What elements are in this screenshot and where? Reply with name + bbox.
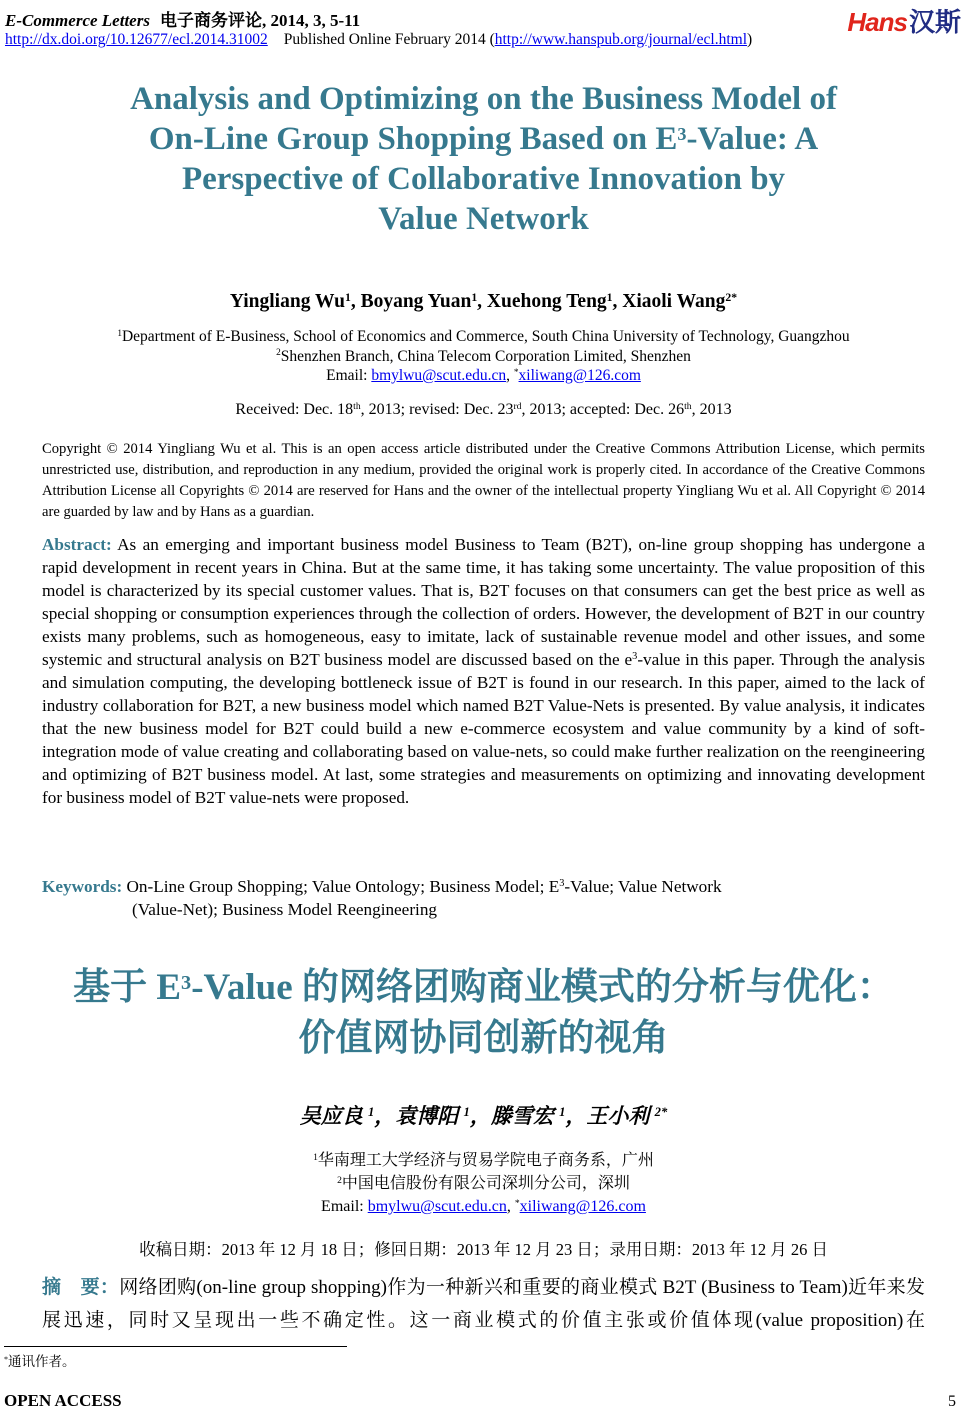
journal-title-en: E-Commerce Letters (5, 11, 150, 30)
email-label: Email: (326, 367, 372, 384)
author-zh-2: ，袁博阳 (374, 1104, 464, 1128)
abstract-text-2: -value in this paper. Through the analysis and simulation computing, the developing bottleneck issue of B2T is found in our research. In this paper, aimed to the lack of industry collaboration for B2T, a new business model which named B2T Value-Nets is presented. By value analysis, it indicates that the new business model for B2T could build a new e-commerce ecosystem and value community by a kind of soft-integration mode of value creating and collaborating based on value-nets, so could make further realization on the reengineering and optimizing of B2T business model. At last, some strategies and measurements on optimizing and innovating development for business model of B2T value-nets were proposed. (42, 650, 925, 807)
authors-en (42, 291, 925, 313)
author-zh-3: ，滕雪宏 (469, 1104, 560, 1128)
affiliation-2 (42, 347, 925, 367)
email-separator: , (506, 367, 514, 384)
abstract-text-1: As an emerging and important business model Business to Team (B2T), on-line group shopping has undergone a rapid development in recent years in China. But at the same time, it has taking some uncertainty. The value proposition of this model is characterized by its special customer values. That is, B2T focuses on that consumers can get the best price as well as special shopping or consumption experiences through the collection of orders. However, the development of B2T in our country exists many problems, such as homogeneous, easy to imitate, lack of sustainable revenue model and other issues, and some systemic and structural analysis on B2T business model are discussed based on the e (42, 535, 925, 669)
title-line-4: Value Network (378, 201, 589, 237)
footnote-asterisk: * (4, 1354, 9, 1364)
affiliation-zh-2 (42, 1172, 925, 1195)
keywords-superscript: 3 (559, 878, 565, 890)
affiliations-en (42, 327, 925, 386)
author-3: , Xuehong Teng (477, 291, 607, 312)
email-zh-link-1[interactable]: bmylwu@scut.edu.cn (367, 1198, 507, 1215)
keywords-text-2: -Value; Value Network (564, 877, 722, 896)
abstract-zh-paragraph (42, 1271, 925, 1339)
affiliation-zh-2-sup: 2 (337, 1174, 342, 1186)
email-line-zh (42, 1195, 925, 1218)
copyright-notice: Copyright © 2014 Yingliang Wu et al. This is an open access article distributed under the Creative Commons Attribution License, which permits unrestricted use, distribution, and reproduction in any medium, provided the original work is properly cited. In accordance of the Creative Commons Attribution License all Copyrights © 2014 are reserved for Hans and the owner of the intellectual property Yingliang Wu et al. All Copyright © 2014 are guarded by law and by Hans as a guardian. (42, 441, 925, 520)
received-dates-zh: 收稿日期：2013 年 12 月 18 日；修回日期：2013 年 12 月 23 日；录用日期：2013 年 12 月 26 日 (139, 1240, 828, 1259)
affiliation-2-text: Shenzhen Branch, China Telecom Corporation Limited, Shenzhen (280, 347, 691, 365)
accepted-year: , 2013 (691, 401, 732, 418)
author-2: , Boyang Yuan (350, 291, 472, 312)
email-zh-2-sup: * (514, 1197, 520, 1209)
affiliation-2-sup: 2 (276, 348, 281, 359)
author-3-sup: 1 (606, 290, 613, 304)
abstract-paragraph (42, 533, 925, 809)
doi-link[interactable]: http://dx.doi.org/10.12677/ecl.2014.31002 (5, 31, 268, 48)
corresponding-author-note (4, 1350, 76, 1370)
authors-zh (42, 1100, 925, 1130)
accepted-sup: th (684, 400, 692, 412)
paper-title-zh (42, 962, 925, 1064)
abstract-zh-text: 网络团购(on-line group shopping)作为一种新兴和重要的商业模式 B2T (Business to Team)近年来发展迅速，同时又呈现出一些不确定性。这一商业模式的价值主张或价值体现(value proposition)在 (42, 1277, 925, 1331)
footnote-text: 通讯作者。 (8, 1354, 76, 1369)
keywords-text-3: (Value-Net); Business Model Reengineering (132, 900, 438, 919)
email-zh-separator: , (506, 1198, 515, 1215)
title-line-2-post: -Value: A (686, 121, 819, 157)
title-line-2-pre: On-Line Group Shopping Based on E (148, 121, 678, 157)
author-zh-2-sup: 1 (463, 1105, 470, 1120)
author-2-sup: 1 (471, 290, 478, 304)
accepted-seg: , 2013; accepted: Dec. 26 (521, 401, 685, 418)
hans-logo-chinese: 汉斯 (908, 8, 961, 37)
email-line (42, 366, 925, 386)
hans-logo-latin: Hans (847, 7, 907, 37)
published-close-paren: ) (747, 31, 753, 48)
keywords-paragraph (42, 875, 925, 921)
author-1-sup: 1 (344, 290, 351, 304)
hans-logo (847, 2, 961, 39)
affiliation-1-text: Department of E-Business, School of Economics and Commerce, South China University of Technology, Guangzhou (121, 328, 850, 345)
paper-title (42, 79, 925, 239)
received-seg: Received: Dec. 18 (235, 401, 354, 418)
open-access-label: OPEN ACCESS (4, 1391, 122, 1410)
author-zh-4-sup: 2* (654, 1105, 668, 1120)
email-2-sup: * (513, 367, 519, 378)
author-zh-4: ，王小利 (565, 1104, 655, 1128)
affiliation-1 (42, 327, 925, 347)
title-zh-line-2: 价值网协同创新的视角 (298, 1018, 669, 1059)
published-text: Published Online February 2014 ( (283, 31, 495, 48)
email-zh-link-2[interactable]: xiliwang@126.com (519, 1198, 646, 1215)
doi-line (5, 31, 752, 49)
revised-sup: rd (513, 400, 522, 412)
page-number: 5 (948, 1393, 956, 1410)
keywords-label: Keywords: (42, 877, 123, 896)
keywords-text-1: On-Line Group Shopping; Value Ontology; Business Model; E (122, 877, 560, 896)
abstract-label: Abstract: (42, 535, 112, 554)
journal-url-link[interactable]: http://www.hanspub.org/journal/ecl.html (494, 31, 748, 48)
author-4-sup: 2* (725, 290, 738, 304)
title-zh-superscript: 3 (181, 971, 192, 994)
abstract-zh-label: 摘 要： (42, 1277, 120, 1298)
received-dates (42, 401, 925, 419)
author-zh-1: 吴应良 (299, 1104, 368, 1128)
author-1: Yingliang Wu (229, 291, 345, 312)
revised-seg: , 2013; revised: Dec. 23 (360, 401, 514, 418)
received-sup: th (353, 400, 361, 412)
author-zh-3-sup: 1 (559, 1105, 566, 1120)
abstract-superscript: 3 (632, 651, 638, 663)
affiliations-zh (42, 1149, 925, 1218)
author-zh-1-sup: 1 (368, 1105, 375, 1120)
affiliation-zh-1 (42, 1149, 925, 1172)
title-line-1: Analysis and Optimizing on the Business Model of (130, 81, 837, 117)
title-zh-post: -Value 的网络团购商业模式的分析与优化： (191, 967, 894, 1008)
footnote-rule (4, 1346, 347, 1347)
affiliation-zh-1-sup: 1 (313, 1151, 318, 1163)
author-4: , Xiaoli Wang (612, 291, 726, 312)
email-zh-label: Email: (321, 1198, 368, 1215)
journal-title-zh: 电子商务评论, 2014, 3, 5-11 (159, 11, 361, 30)
title-line-2 (42, 119, 925, 159)
affiliation-zh-2-text: 中国电信股份有限公司深圳分公司，深圳 (341, 1175, 630, 1192)
affiliation-zh-1-text: 华南理工大学经济与贸易学院电子商务系，广州 (317, 1152, 654, 1169)
affiliation-1-sup: 1 (117, 328, 122, 339)
title-line-3: Perspective of Collaborative Innovation by (181, 161, 786, 197)
title-zh-pre: 基于 E (73, 967, 182, 1008)
email-link-2[interactable]: xiliwang@126.com (518, 367, 641, 384)
journal-title-line (5, 6, 360, 31)
email-link-1[interactable]: bmylwu@scut.edu.cn (371, 367, 507, 384)
title-zh-line-1 (42, 962, 925, 1013)
page-footer (4, 1391, 956, 1411)
title-superscript: 3 (677, 123, 687, 144)
